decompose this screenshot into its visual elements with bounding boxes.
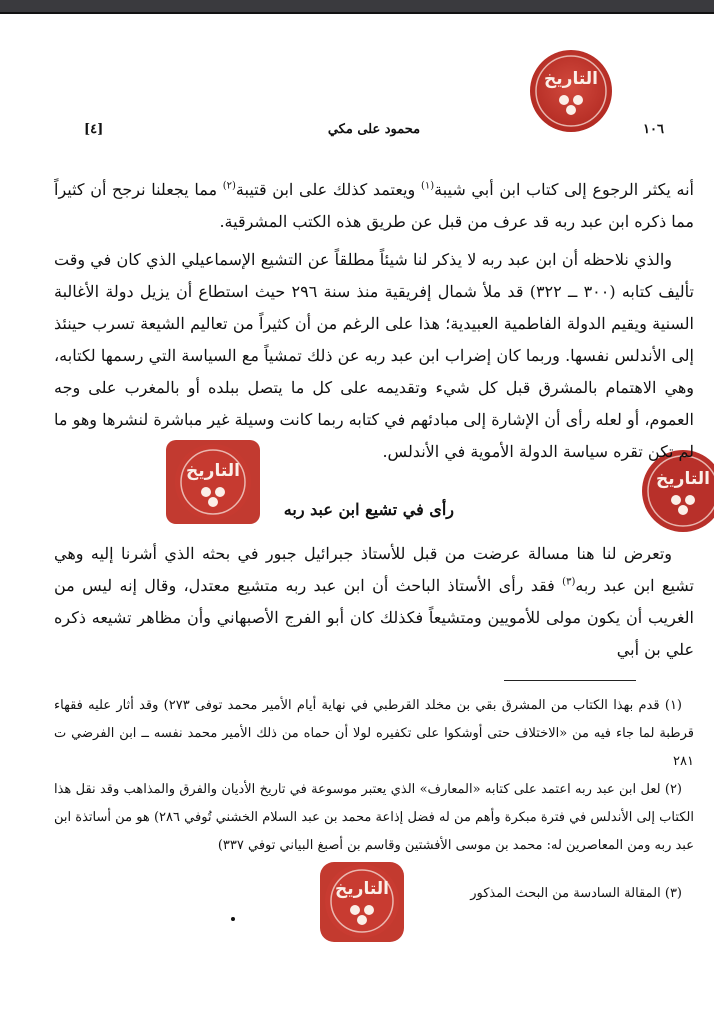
footnote-1: (١) قدم بهذا الكتاب من المشرق بقي بن مخلد القرطبي في نهاية أيام الأمير محمد توفى ٢٧٣) وقد أثار عليه فقهاء قرطبة لما جاء فيه من «الاختلاف حتى أوشكوا على تكفيره لولا أن حماه من ذلك الأمير محمد نفسه ــ ابن الفرضي ت ٢٨١ bbox=[54, 698, 694, 769]
stamp-logo-text: التاريخ bbox=[544, 69, 598, 89]
issue-number: [٤] bbox=[84, 122, 104, 137]
svg-text:التاريخ: التاريخ bbox=[656, 469, 710, 489]
footnote-3: (٣) المقالة السادسة من البحث المذكور bbox=[470, 886, 682, 901]
ink-dot bbox=[231, 917, 235, 921]
section-title: رأى في تشيع ابن عبد ربه bbox=[283, 500, 454, 519]
svg-text:التاريخ: التاريخ bbox=[186, 461, 240, 481]
top-status-bar bbox=[0, 0, 714, 14]
svg-text:التاريخ: التاريخ bbox=[335, 879, 389, 899]
paragraph-1: أنه يكثر الرجوع إلى كتاب ابن أبي شيبة$^{(١)}$ ويعتمد كذلك على ابن قتيبة$^{(٢)}$ مما يجعلنا نرجح أن كثيراً مما ذكره ابن عبد ربه قد عرف من قبل عن طريق هذه الكتب المشرقية. bbox=[54, 180, 694, 231]
running-header bbox=[84, 122, 664, 142]
author-name: محمود على مكي bbox=[327, 122, 421, 137]
paragraph-3: وتعرض لنا هنا مسالة عرضت من قبل للأستاذ جبرائيل جبور في بحثه الذي أشرنا إليه وهي تشيع ابن عبد ربه$^{(٣)}$ فقد رأى الأستاذ الباحث أن ابن عبد ربه متشيع معتدل، وقال إنه ليس من الغريب أن يكون مولى للأمويين ومتشيعاً فكذلك كان أبو الفرج الأصبهاني وأن مظاهر تشيعه ذكره علي بن أبي bbox=[54, 544, 695, 659]
footnote-2: (٢) لعل ابن عبد ربه اعتمد على كتابه «المعارف» الذي يعتبر موسوعة في تاريخ الأديان والفرق والمذاهب وقد نقل هذا الكتاب إلى الأندلس في فترة مبكرة وأهم من له فضل إذاعة محمد بن عبد السلام الخشني تُوفي ٢٨٦) هو من أساتذة ابن عبد ربه ومن المعاصرين له: محمد بن موسى الأفشتين وقاسم بن أصبغ البياني توفي ٣٣٧) bbox=[54, 782, 694, 853]
page-number: ١٠٦ bbox=[643, 122, 664, 137]
footnote-divider bbox=[504, 680, 636, 681]
paragraph-2: والذي نلاحظه أن ابن عبد ربه لا يذكر لنا شيئاً مطلقاً عن التشيع الإسماعيلي الذي كان في وقت تأليف كتابه (٣٠٠ ــ ٣٢٢) قد ملأ شمال إفريقية منذ سنة ٢٩٦ حيث استطاع أن يزيل دولة الأغالبة السنية ويقيم الدولة الفاطمية العبيدية؛ هذا على الرغم من أن كثيراً من تعاليم الشيعة تسرب حينئذ إلى الأندلس نفسها. وربما كان إضراب ابن عبد ربه عن ذلك تمشياً مع السياسة التي رسمها لكتابه، وهي الاهتمام بالمشرق قبل كل شيء وتقديمه على كل ما يتصل ببلده أو بالمغرب على وجه العموم، أو لعله رأى أن الإشارة إلى مبادئهم في كتابه ربما كانت وسيلة غير مباشرة لنشرها وهو ما لم تكن تقره سياسة الدولة الأموية في الأندلس. bbox=[54, 250, 695, 461]
